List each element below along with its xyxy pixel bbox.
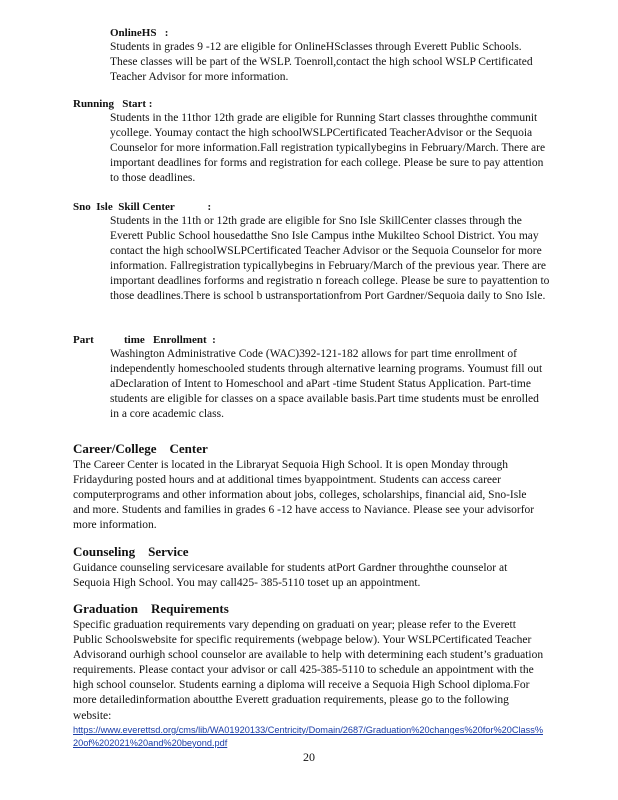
section-body: Students in the 11th or 12th grade are eligible for Sno Isle SkillCenter classes through the Everett Public School housedatthe Sno Isle Campus inthe Mukilteo School District. You may contact the high schoolWSLPCertificated Teacher Advisor or the Sequoia Counselor for more information. Fallregistration typicallybegins in February/March of the previous year. There are important deadlines forforms and registratio n foreach college. Please be sure to payattention to those deadlines.There is school b ustransportationfrom Port Gardner/Sequoia daily to Sno Isle.: [110, 215, 550, 303]
section-heading: Graduation Requirements: [73, 601, 229, 616]
section-title: Sno Isle Skill Center :: [73, 201, 212, 213]
section-heading: Counseling Service: [73, 544, 189, 559]
section-graduation: [73, 600, 545, 750]
section-online-hs: [73, 26, 553, 85]
graduation-requirements-link[interactable]: https://www.everettsd.org/cms/lib/WA01920133/Centricity/Domain/2687/Graduation%20changes%20for%20Class%20of%202021%20and%20beyond.pdf: [73, 724, 543, 748]
section-running-start: [73, 97, 553, 186]
section-part-time: [73, 333, 553, 422]
section-title: OnlineHS :: [110, 27, 169, 39]
section-body: The Career Center is located in the Libraryat Sequoia High School. It is open Monday through Fridayduring posted hours and at additional times byappointment. Students can access career computerprograms and other information about jobs, colleges, scholarships, financial aid, Sno-Isle and more. Students and families in grades 6 -12 have access to Naviance. Please see your advisorfor more information.: [73, 459, 535, 532]
section-body: Specific graduation requirements vary depending on graduati on year; please refer to the Everett Public Schoolswebsite for specific requirements (webpage below). Your WSLPCertificated Teacher Advisorand ourhigh school counselor are available to help with determining each student’s graduation requirements. Please contact your advisor or call 425-385-5110 to schedule an appointment with the high school counselor. Students earning a diploma will receive a Sequoia High School diploma.For more detailedinformation aboutthe Everett graduation requirements, please go to the following website:: [73, 619, 544, 722]
section-career-center: [73, 440, 545, 533]
section-body: Students in grades 9 -12 are eligible for OnlineHSclasses through Everett Public Schools. These classes will be part of the WSLP. Toenroll,contact the high school WSLP Certificated Teacher Advisor for more information.: [110, 41, 533, 84]
section-body: Washington Administrative Code (WAC)392-121-182 allows for part time enrollment of independently homeschooled students through alternative learning programs. Youmust fill out aDeclaration of Intent to Homeschool and aPart -time Student Status Application. Part-time students are eligible for classes on a space available basis.Part time students must be enrolled in a core academic class.: [110, 348, 543, 421]
page-number: 20: [303, 750, 315, 764]
section-sno-isle: [73, 200, 553, 305]
section-counseling: [73, 543, 545, 591]
section-title: Part time Enrollment :: [73, 334, 216, 346]
section-body: Students in the 11thor 12th grade are eligible for Running Start classes throughthe communit ycollege. Youmay contact the high schoolWSLPCertificated TeacherAdvisor or the Sequoia Counselor for more information.Fall registration typicallybegins in February/March. There are important deadlines for forms and registration for each college. Please be sure to pay attention to those deadlines.: [110, 112, 546, 185]
section-body: Guidance counseling servicesare available for students atPort Gardner throughthe counselor at Sequoia High School. You may call425- 385-5110 toset up an appointment.: [73, 562, 508, 590]
section-title: Running Start :: [73, 98, 153, 110]
section-heading: Career/College Center: [73, 441, 208, 456]
